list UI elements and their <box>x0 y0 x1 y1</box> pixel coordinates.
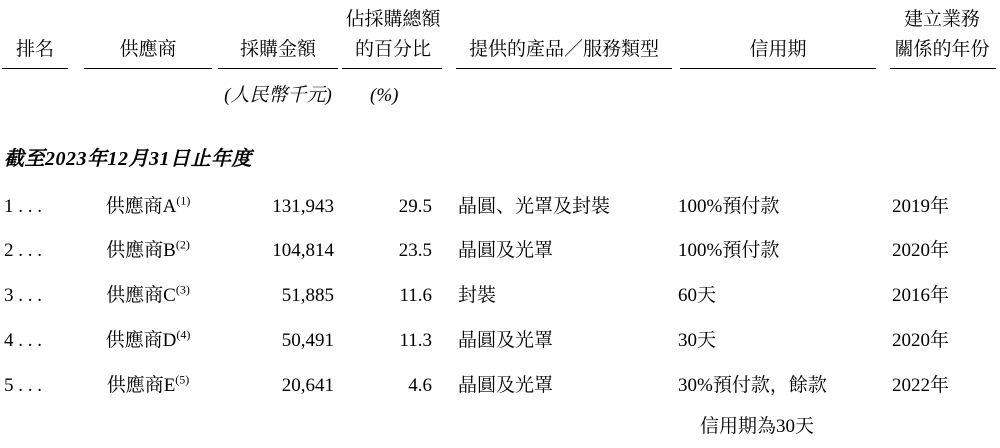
cell-percent: 11.6 <box>399 285 432 306</box>
cell-supplier <box>82 194 214 220</box>
header-percent-unit: (%) <box>370 85 399 106</box>
cell-supplier-note: (3) <box>175 282 190 297</box>
cell-year: 2016年 <box>892 285 950 306</box>
cell-percent: 4.6 <box>408 375 432 396</box>
header-supplier: 供應商 <box>119 39 177 60</box>
cell-type: 晶圓及光罩 <box>458 240 554 261</box>
cell-supplier-name: 供應商C <box>106 285 176 306</box>
table-row <box>0 283 1000 327</box>
table-row <box>0 194 1000 238</box>
header-product-type: 提供的產品／服務類型 <box>468 39 659 60</box>
header-rank: 排名 <box>15 39 54 60</box>
header-year-line2: 關係的年份 <box>894 39 990 60</box>
cell-rank: 3 . . . <box>4 285 42 306</box>
header-rule-rank <box>2 68 68 69</box>
cell-year: 2020年 <box>892 330 950 351</box>
header-rule-supplier <box>84 68 212 69</box>
header-year-line1: 建立業務 <box>903 9 980 30</box>
header-rule-amount <box>218 68 338 69</box>
cell-supplier <box>82 328 214 354</box>
cell-supplier-note: (1) <box>176 193 191 208</box>
cell-type: 晶圓、光罩及封裝 <box>458 196 611 217</box>
cell-amount: 131,943 <box>272 196 334 217</box>
header-amount: 採購金額 <box>239 39 316 60</box>
header-rule-percent <box>342 68 442 69</box>
cell-percent: 11.3 <box>399 330 432 351</box>
cell-supplier <box>82 283 214 309</box>
header-rule-credit-period <box>680 68 876 69</box>
header-percent-line1: 佔採購總額 <box>345 9 441 30</box>
cell-credit: 60天 <box>678 285 717 306</box>
period-caption: 截至2023年12月31日止年度 <box>4 148 252 170</box>
header-percent-line2: 的百分比 <box>354 39 431 60</box>
cell-type: 晶圓及光罩 <box>458 375 554 396</box>
cell-amount: 104,814 <box>272 240 334 261</box>
cell-year: 2019年 <box>892 196 950 217</box>
cell-amount: 20,641 <box>281 375 334 396</box>
header-credit-period: 信用期 <box>749 39 807 60</box>
cell-percent: 29.5 <box>398 196 432 217</box>
cell-percent: 23.5 <box>398 240 432 261</box>
header-rule-product-type <box>456 68 672 69</box>
cell-amount: 50,491 <box>281 330 334 351</box>
cell-credit: 30%預付款，餘款 <box>678 375 827 396</box>
cell-rank: 1 . . . <box>4 196 42 217</box>
cell-supplier-note: (2) <box>175 237 190 252</box>
cell-supplier-name: 供應商A <box>105 196 177 217</box>
cell-rank: 2 . . . <box>4 240 42 261</box>
cell-supplier <box>82 373 214 399</box>
cell-supplier-note: (5) <box>175 372 190 387</box>
cell-supplier-name: 供應商E <box>106 375 176 396</box>
table-row <box>0 238 1000 282</box>
cell-supplier-name: 供應商B <box>106 240 176 261</box>
cell-amount: 51,885 <box>281 285 334 306</box>
cell-credit: 100%預付款 <box>678 196 780 217</box>
cell-supplier-name: 供應商D <box>105 330 177 351</box>
table-row <box>0 373 1000 417</box>
header-rule-year <box>890 68 996 69</box>
cell-year: 2022年 <box>892 375 950 396</box>
cell-credit: 30天 <box>678 330 717 351</box>
cell-supplier <box>82 238 214 264</box>
header-amount-unit: (人民幣千元) <box>224 85 332 106</box>
cell-rank: 5 . . . <box>4 375 42 396</box>
cell-supplier-note: (4) <box>176 327 191 342</box>
cell-year: 2020年 <box>892 240 950 261</box>
cell-rank: 4 . . . <box>4 330 42 351</box>
cell-type: 封裝 <box>458 285 497 306</box>
cell-type: 晶圓及光罩 <box>458 330 554 351</box>
table-row <box>0 328 1000 372</box>
cell-credit-continued: 信用期為30天 <box>700 416 815 437</box>
cell-credit: 100%預付款 <box>678 240 780 261</box>
